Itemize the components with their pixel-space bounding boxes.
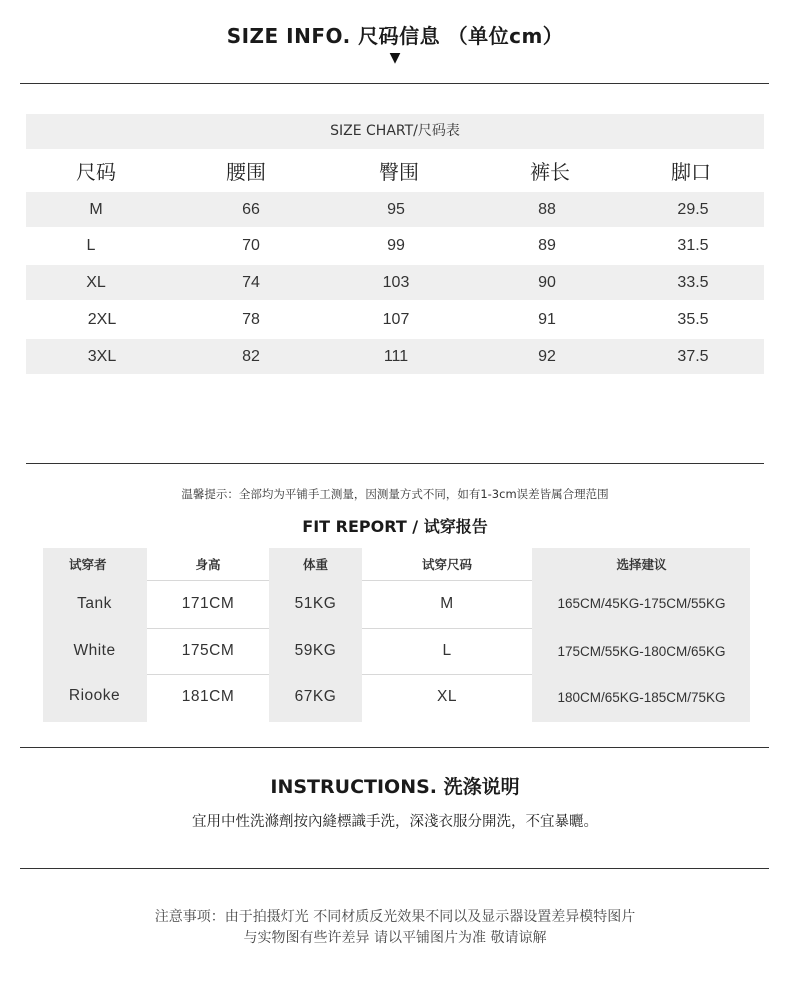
fit-column-height xyxy=(147,548,269,722)
size-chart-header: 裤长 xyxy=(530,159,570,184)
size-cell: XL xyxy=(86,273,106,291)
suggestion-cell: 175CM/55KG-180CM/65KG xyxy=(557,643,726,659)
hem-cell: 33.5 xyxy=(677,273,709,291)
size-cell: L xyxy=(86,236,96,254)
fit-column-size xyxy=(362,548,532,722)
hem-cell: 35.5 xyxy=(677,310,709,328)
hip-cell: 103 xyxy=(382,273,410,291)
waist-cell: 74 xyxy=(242,273,260,291)
weight-cell: 59KG xyxy=(294,642,337,659)
height-cell: 175CM xyxy=(181,642,235,659)
table-row xyxy=(26,265,764,300)
divider-fit xyxy=(20,747,769,748)
down-arrow-icon: ▼ xyxy=(389,50,401,66)
hem-cell: 31.5 xyxy=(677,236,709,254)
row-separator xyxy=(362,628,532,629)
size-chart-caption: SIZE CHART/尺码表 xyxy=(26,114,764,149)
tester-cell: Riooke xyxy=(68,687,121,704)
fit-column-weight xyxy=(270,548,361,722)
size-cell: M xyxy=(89,200,103,218)
notice-line-2: 与实物图有些许差异 请以平铺图片为准 敬请谅解 xyxy=(243,930,547,946)
divider-mid xyxy=(26,463,764,464)
divider-bottom xyxy=(20,868,769,869)
instructions-text: 宜用中性洗滌劑按內縫標識手洗，深淺衣服分開洗，不宜暴曬。 xyxy=(192,814,598,830)
table-row xyxy=(26,228,764,263)
tester-cell: Tank xyxy=(77,594,112,612)
hip-cell: 99 xyxy=(387,236,405,254)
hem-cell: 29.5 xyxy=(677,200,709,218)
size-chart-header: 臀围 xyxy=(379,159,419,184)
waist-cell: 66 xyxy=(242,200,260,218)
hip-cell: 107 xyxy=(382,310,410,328)
size-chart-header: 尺码 xyxy=(76,159,116,184)
hem-cell: 37.5 xyxy=(677,347,709,365)
size-cell: 3XL xyxy=(87,347,117,365)
measurement-tip: 温馨提示：全部均为平铺手工测量，因测量方式不同，如有1-3cm误差皆属合理范围 xyxy=(181,487,609,501)
suggestion-cell: 165CM/45KG-175CM/55KG xyxy=(557,596,726,611)
size-chart-header: 腰围 xyxy=(226,159,266,184)
notice-line-1: 注意事项：由于拍摄灯光 不同材质反光效果不同以及显示器设置差异模特图片 xyxy=(154,909,636,925)
fit-column-tester xyxy=(43,548,146,722)
weight-cell: 67KG xyxy=(294,688,337,705)
row-separator xyxy=(362,580,532,581)
instructions-title: INSTRUCTIONS. 洗涤说明 xyxy=(270,776,520,798)
size-chart-header-row xyxy=(26,151,764,189)
tester-cell: White xyxy=(73,642,116,659)
length-cell: 91 xyxy=(538,310,556,328)
fit-header: 试穿尺码 xyxy=(421,557,472,572)
fit-report-title: FIT REPORT / 试穿报告 xyxy=(302,517,488,536)
suggestion-cell: 180CM/65KG-185CM/75KG xyxy=(557,689,726,705)
table-row xyxy=(26,302,764,337)
length-cell: 92 xyxy=(538,347,556,365)
row-separator xyxy=(147,674,269,675)
trial-size-cell: XL xyxy=(437,688,457,705)
length-cell: 89 xyxy=(538,236,556,254)
length-cell: 88 xyxy=(538,200,556,218)
hip-cell: 111 xyxy=(383,347,409,365)
fit-header: 选择建议 xyxy=(616,557,667,572)
row-separator xyxy=(147,580,269,581)
row-separator xyxy=(362,674,532,675)
length-cell: 90 xyxy=(538,273,556,291)
fit-header: 试穿者 xyxy=(69,557,107,572)
hip-cell: 95 xyxy=(387,200,405,218)
size-cell: 2XL xyxy=(87,310,117,328)
fit-report-table xyxy=(43,548,750,722)
weight-cell: 51KG xyxy=(294,594,337,612)
fit-header: 体重 xyxy=(302,557,328,572)
row-separator xyxy=(147,628,269,629)
fit-column-suggestion xyxy=(533,548,750,722)
size-chart-header: 脚口 xyxy=(671,159,711,184)
height-cell: 171CM xyxy=(181,594,235,612)
table-row xyxy=(26,192,764,227)
waist-cell: 78 xyxy=(242,310,260,328)
height-cell: 181CM xyxy=(181,688,235,705)
table-row xyxy=(26,339,764,374)
waist-cell: 70 xyxy=(242,236,260,254)
waist-cell: 82 xyxy=(242,347,260,365)
size-info-title: SIZE INFO. 尺码信息 （单位cm） xyxy=(226,24,564,48)
trial-size-cell: M xyxy=(440,594,454,612)
fit-header: 身高 xyxy=(195,557,221,572)
trial-size-cell: L xyxy=(442,642,452,659)
divider-top xyxy=(20,83,769,84)
